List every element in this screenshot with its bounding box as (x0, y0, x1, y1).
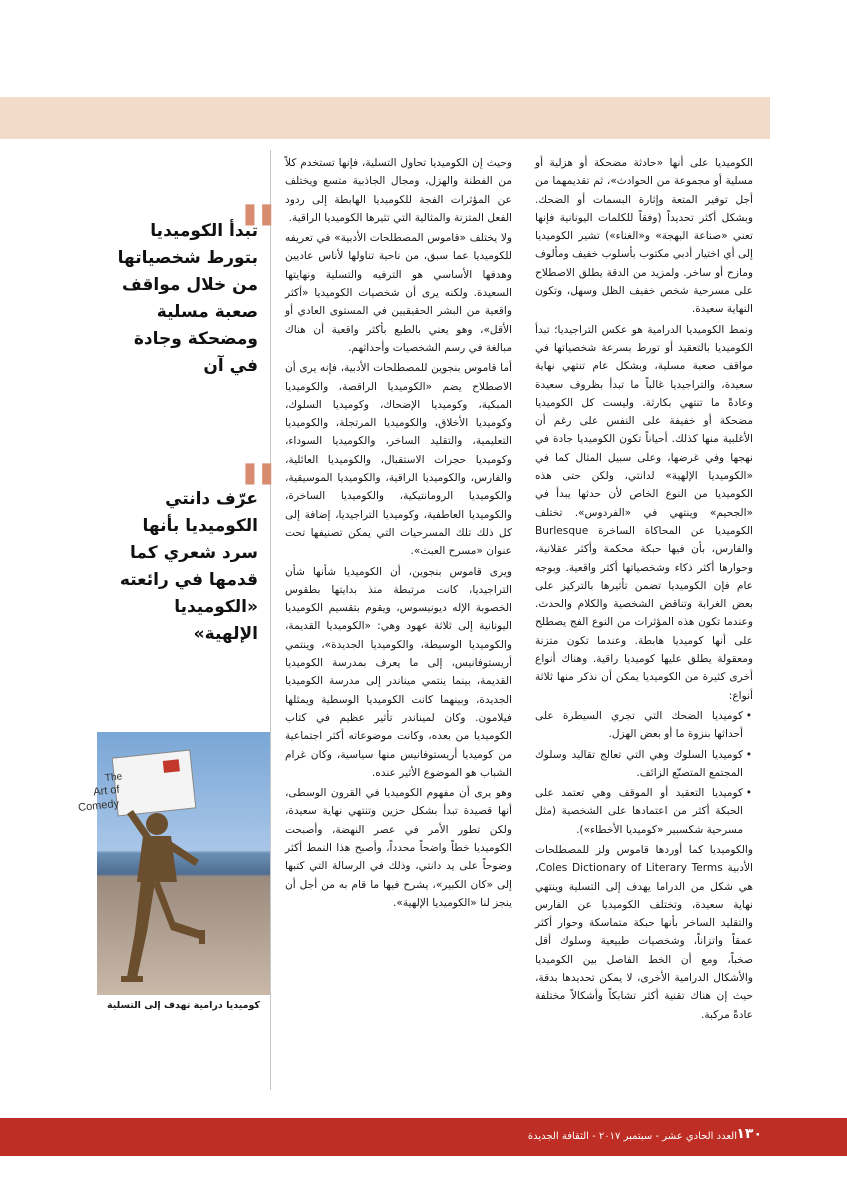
header-color-band (0, 97, 770, 139)
paragraph: الكوميديا على أنها «حادثة مضحكة أو هزلية أو مسلية أو مجموعة من الحوادث»، ثم تقديمهما من أجل توفير المتعة وإثارة البسمات أو الضحك. وبشكل أكثر تحديداً (وفقاً للكلمات اليونانية فإنها تعني «صناعة البهجة» و«الغناء») تشير الكوميديا إلى أي اختيار أدبي مكتوب بأسلوب خفيف ومألوف ومازح أو ساخر. ولمزيد من الدقة يطلق الاصطلاح على مسرحية شخص خفيف الظل وسهل، وتكون النهاية سعيدة. (535, 157, 753, 316)
page-number: ١٣٠ (736, 1126, 762, 1142)
sign-text-1: The (104, 771, 123, 785)
pull-quote-1: تبدأ الكوميديا بتورط شخصياتها من خلال مواقف صعبة مسلية ومضحكة وجادة في آن (117, 221, 258, 376)
list-item: • كوميديا الضحك التي تجري السيطرة على أحداثها بنزوة ما أو بعض الهزل. (535, 707, 743, 744)
paragraph: ونمط الكوميديا الدرامية هو عكس التراجيديا؛ تبدأ الكوميديا بالتعقيد أو تورط بسرعة شخصياتها في مواقف صعبة مسلية، وبشكل عام تنتهي نهاية سعيدة، والتراجيديا غالباً ما تبدأ بظروف سعيدة وعادةً ما تنتهي بكارثة. وليست كل الكوميديا مضحكة أو خفيفة على النفس على رغم أن الأغلبية منها كذلك. أحياناً تكون الكوميديا جادة في نهجها وفي غرضها، وعلى سبيل المثال كما في «الكوميديا الإلهية» لدانتي، ولكن حتى هذه الكوميديا من النوع الخاص لأن حدثها يبدأ في «الجحيم» وينتهي في «الفردوس». تختلف الكوميديا عن المحاكاة الساخرة Burlesque والفارس، بأن فيها حبكة محكمة وأكثر عقلانية، وحوارها أكثر ذكاء وشخصياتها أكثر واقعية. وبوجه عام فإن الكوميديا تضمن تأثيرها بالتركيز على بعض الغرابة وتناقض الشخصية والكلام والحدث. وعندما تكون هذه المؤثرات من النوع الفج يصطلح على أنها كوميديا هابطة. وعندما تكون متزنة ومعقولة يطلق عليها كوميديا راقية. وهناك أنواع أخرى كثيرة من الكوميديا يمكن أن نذكر منها ثلاثة أنواع: (535, 323, 753, 702)
list-item: • كوميديا التعقيد أو الموقف وهي تعتمد على الحبكة أكثر من اعتمادها على الشخصية (مثل مسرحية شكسبير «كوميديا الأخطاء»). (535, 784, 743, 839)
paragraph: ولا يختلف «قاموس المصطلحات الأدبية» في تعريفه للكوميديا عما سبق، من ناحية تناولها لأناس عاديين وهدفها الأساسي هو الترفيه والتسلية ونهايتها السعيدة. ولكنه يرى أن شخصيات الكوميديا «أكثر واقعية من البشر الحقيقيين في المستوى العادي أو الأقل»، وهو يعني بالطبع بأكثر واقعية أن هناك مبالغة في رسم الشخصيات وأحداثهم. (285, 232, 512, 354)
statue-photo (77, 732, 270, 995)
pull-quote-2: عرّف دانتي الكوميديا بأنها سرد شعري كما قدمها في رائعته «الكوميديا الإلهية» (119, 489, 258, 644)
article-column-middle (285, 154, 512, 1089)
paragraph: والكوميديا كما أوردها قاموس ولز للمصطلحات الأدبية Coles Dictionary of Literary Terms، هي شكل من الدراما يهدف إلى التسلية وينتهي نهاية سعيدة، وتختلف الكوميديا عن الفارس والتقليد الساخر بأنها حبكة متماسكة وحوار أكثر عمقاً واتزاناً، وشخصيات طبيعية وسلوك أقل صخباً، ومع أن الخط الفاصل بين الكوميديا والأشكال الدرامية الأخرى، لا يمكن تحديدها بدقة، حيث إن هناك تقنية أكثر تشابكاً وأشكالاً مختلفة عادةً مركبة. (535, 843, 753, 1021)
paragraph: ويرى قاموس بنجوين، أن الكوميديا شأنها شأن التراجيديا، كانت مرتبطة منذ بدايتها بطقوس الخصوبة الإله ديونيسوس، ويقوم بتقسيم الكوميديا اليونانية إلى ثلاثة عهود وهي: «الكوميديا القديمة، والكوميديا الوسيطة، والكوميديا الجديدة»، وينتمي أريستوفانيس، إلى ما يعرف بمدرسة الكوميديا القديمة، بينما ينتمي ميناندر إلى مدرسة الكوميديا الجديدة، وبينهما كانت الكوميديا الوسطية ويمثلها فيلامون. وكان لميناندر تأثير عظيم في كتاب الكوميديا من بعده، وكانت موضوعاته أكثر اجتماعية من كوميديا أريستوفانيس منها سياسية، وكان غرام الشباب هو الموضوع الأثير عنده. (285, 565, 512, 779)
footer-issue-text: العدد الحادي عشر - سبتمبر ٢٠١٧ - الثقافة الجديدة (527, 1131, 737, 1142)
sign-text-2: Art of (92, 783, 121, 799)
paragraph: أما قاموس بنجوين للمصطلحات الأدبية، فإنه يرى أن الاصطلاح يضم «الكوميديا الراقصة، والكوميديا المبكية، وكوميديا الإضحاك، وكوميديا السلوك، وكوميديا الأخلاق، والكوميديا المرتجلة، والكوميديا التعليمية، والتقليد الساخر، والكوميديا السوداء، وكوميديا حجرات الاستقبال، والكوميديا العائلية، والفارس، والكوميديا الراقية، والكوميديا الموسيقية، والكوميديا الرومانتيكية، والكوميديا الساخرة، والكوميديا العاطفية، وكوميديا التراجيديا، إضافة إلى كل ذلك تلك المسرحيات التي يمكن تصنيفها تحت عنوان «مسرح العبث». (285, 362, 512, 558)
photo-caption: كوميديا درامية تهدف إلى التسلية (107, 1000, 260, 1011)
quote-mark-icon: " (238, 448, 279, 539)
quote-mark-icon: " (238, 189, 279, 280)
statue-illustration (77, 732, 270, 995)
article-column-right (535, 154, 753, 1089)
paragraph: وحيث إن الكوميديا تحاول التسلية، فإنها تستخدم كلاً من الفطنة والهزل، ومجال الجاذبية متسع ويختلف عن المؤثرات الفجة للكوميديا الهابطة إلى ردود الفعل المتزنة والمثالية التي تثيرها الكوميديا الراقية. (285, 157, 512, 224)
sign-text-3: Comedy (77, 797, 120, 815)
paragraph: وهو يرى أن مفهوم الكوميديا في القرون الوسطى، أنها قصيدة تبدأ بشكل حزين وتنتهي نهاية سعيدة، ولكن تطور الأمر في عصر النهضة، وأصبحت الكوميديا خطاً واضحاً محدداً، وأصبح هذا النمط أكثر وضوحاً على يد دانتي، وذلك في الرسالة التي كتبها إلى «كان الكبير»، يشرح فيها ما قام به من أجل أن ينجز لنا «الكوميديا الإلهية». (285, 787, 512, 909)
comedy-types-list (535, 707, 753, 839)
list-item: • كوميديا السلوك وهي التي تعالج تقاليد وسلوك المجتمع المتصنّع الزائف. (535, 746, 743, 783)
column-divider (270, 150, 271, 1090)
